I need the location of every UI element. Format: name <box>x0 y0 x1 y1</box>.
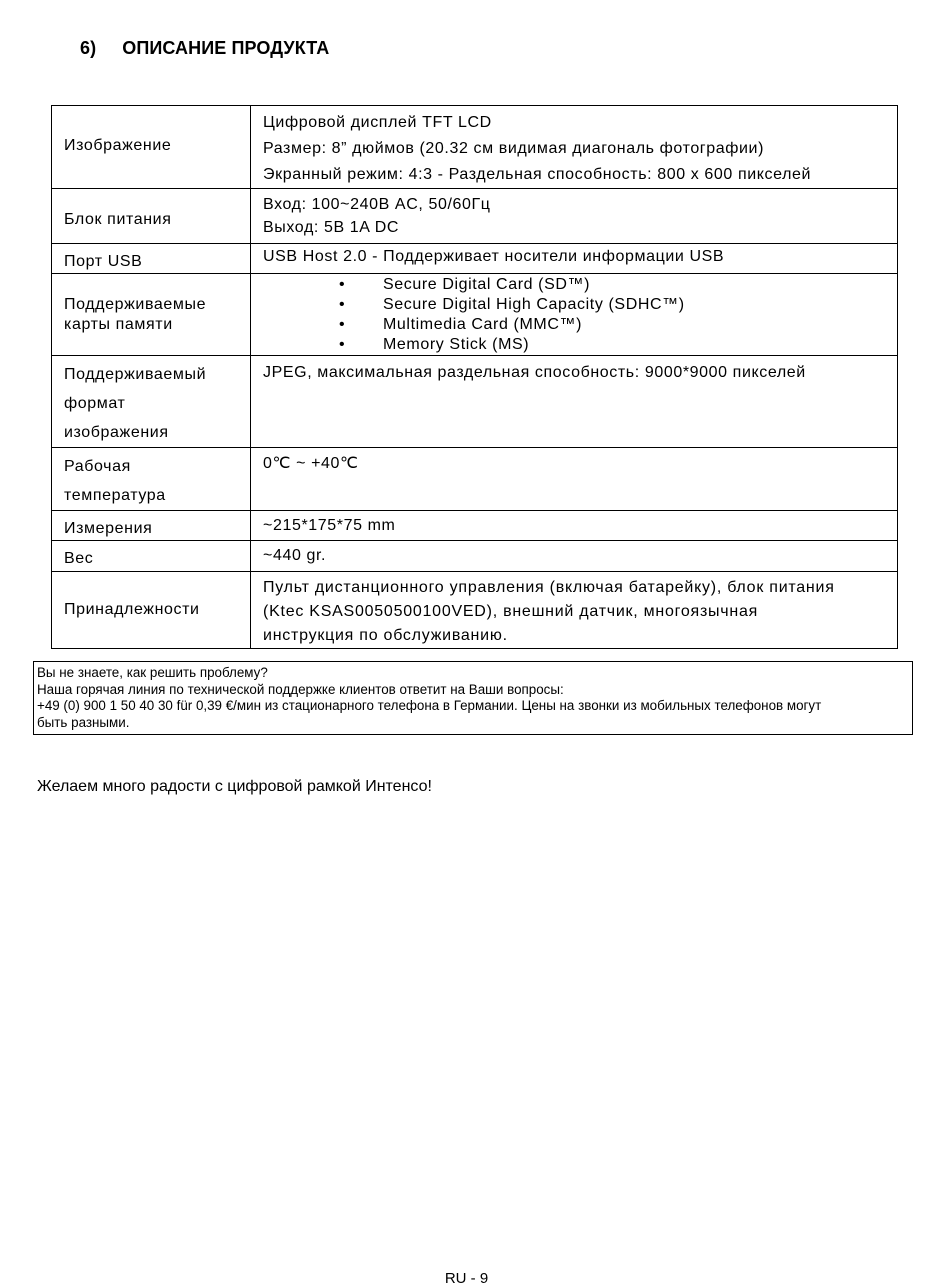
row-value-image: Цифровой дисплей TFT LCD Размер: 8” дюймов (20.32 см видимая диагональ фотографии) Экранный режим: 4:3 - Раздельная способность: 800 x 600 пикселей <box>251 106 898 189</box>
row-label-image: Изображение <box>52 106 251 189</box>
row-value-cards <box>251 274 898 356</box>
table-row <box>52 356 898 448</box>
table-row <box>52 448 898 511</box>
memory-card-list <box>263 275 885 355</box>
row-label-cards: Поддерживаемые карты памяти <box>52 274 251 356</box>
row-label-accessories: Принадлежности <box>52 572 251 649</box>
table-row <box>52 274 898 356</box>
row-label-weight: Вес <box>52 541 251 572</box>
table-row <box>52 244 898 274</box>
row-value-temperature: 0℃ ~ +40℃ <box>251 448 898 511</box>
row-value-format: JPEG, максимальная раздельная способность: 9000*9000 пикселей <box>251 356 898 448</box>
section-heading <box>80 38 329 59</box>
table-row <box>52 541 898 572</box>
list-item: • Multimedia Card (MMC™) <box>339 316 582 333</box>
row-value-dimensions: ~215*175*75 mm <box>251 511 898 541</box>
row-value-weight: ~440 gr. <box>251 541 898 572</box>
closing-text: Желаем много радости с цифровой рамкой Интенсо! <box>37 778 432 795</box>
row-label-dimensions: Измерения <box>52 511 251 541</box>
row-value-usb: USB Host 2.0 - Поддерживает носители информации USB <box>251 244 898 274</box>
table-row <box>52 189 898 244</box>
row-label-format: Поддерживаемый формат изображения <box>52 356 251 448</box>
section-number: 6) <box>80 38 97 58</box>
list-item: • Secure Digital High Capacity (SDHC™) <box>339 296 685 313</box>
row-value-power: Вход: 100~240В AC, 50/60Гц Выход: 5В 1A DC <box>251 189 898 244</box>
section-title: ОПИСАНИЕ ПРОДУКТА <box>122 38 330 58</box>
page-number: RU - 9 <box>444 1270 489 1287</box>
table-row <box>52 511 898 541</box>
table-row <box>52 106 898 189</box>
row-label-power: Блок питания <box>52 189 251 244</box>
support-note: Вы не знаете, как решить проблему? Наша горячая линия по технической поддержке клиентов ответит на Ваши вопросы: +49 (0) 900 1 50 40 30 für 0,39 €/мин из стационарного телефона в Германии. Цены на звонки из мобильных телефонов могут быть разными. <box>33 661 913 735</box>
list-item: • Secure Digital Card (SD™) <box>339 276 591 293</box>
row-label-usb: Порт USB <box>52 244 251 274</box>
list-item: • Memory Stick (MS) <box>339 336 530 353</box>
row-value-accessories: Пульт дистанционного управления (включая батарейку), блок питания (Ktec KSAS0050500100VED), внешний датчик, многоязычная инструкция по обслуживанию. <box>251 572 898 649</box>
spec-table <box>51 105 898 649</box>
table-row <box>52 572 898 649</box>
row-label-temperature: Рабочая температура <box>52 448 251 511</box>
